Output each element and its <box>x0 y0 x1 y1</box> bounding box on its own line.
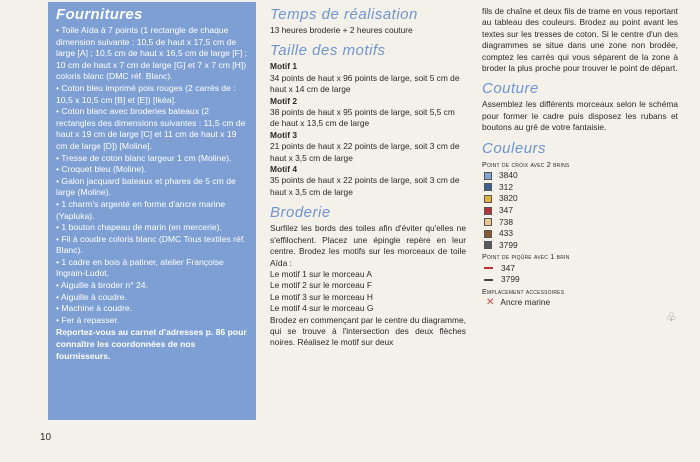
swatch-code: 738 <box>499 216 513 227</box>
column-right <box>482 6 678 309</box>
motifs-list <box>270 61 466 198</box>
couture-title: Couture <box>482 80 539 98</box>
swatch-code: 3840 <box>499 170 518 181</box>
fourniture-item: • Croquet bleu (Moline). <box>56 164 147 175</box>
fourniture-item: • Fer à repasser. <box>56 314 120 325</box>
swatch-square-icon <box>484 207 492 215</box>
motif-text: 21 points de haut x 22 points de large, soit 3 cm de haut x 3,5 cm de large <box>270 141 460 163</box>
motif-label: Motif 3 <box>270 129 297 140</box>
color-swatch-row <box>484 228 678 240</box>
cross-icon: ✕ <box>486 297 495 309</box>
accessoire-text: Ancre marine <box>500 297 551 308</box>
swatch-square-icon <box>484 230 492 238</box>
fourniture-item: • Machine à coudre. <box>56 303 133 314</box>
broderie-line: Le motif 2 sur le morceau F <box>270 280 372 291</box>
fourniture-item: • Tresse de coton blanc largeur 1 cm (Moline). <box>56 152 232 163</box>
couleurs-title: Couleurs <box>482 139 547 157</box>
stitch-row <box>484 263 678 275</box>
broderie-continued: fils de chaîne et deux fils de trame en vous reportant au tableau des couleurs. Brodez au point avant les textes sur les tresses de coton. Si le centre d'un des diagrammes se situe dans une zone non brodée, comptez les carrés qui vous séparent de la zone à broder la plus proche pour trouver le point de départ. <box>482 6 678 74</box>
broderie-title: Broderie <box>270 204 331 222</box>
swatch-code: 3799 <box>499 239 518 250</box>
fournitures-list <box>56 25 250 326</box>
broderie-outro: Brodez en commençant par le centre du diagramme, qui se trouve à l'intersection des deux flèches noires. Réalisez le motif sur deux <box>270 314 466 348</box>
fourniture-item: • 1 cadre en bois à patiner, atelier Françoise Ingrain-Ludot. <box>56 256 224 279</box>
color-swatch-row <box>484 240 678 252</box>
motif-text: 38 points de haut x 95 points de large, soit 5,5 cm de haut x 13,5 cm de large <box>270 107 455 129</box>
broderie-line: Le motif 3 sur le morceau H <box>270 291 373 302</box>
croix-label: Point de croix avec 2 brins <box>482 159 570 169</box>
fourniture-item: • Galon jacquard bateaux et phares de 5 cm de large (Moline). <box>56 175 236 198</box>
column-middle <box>270 6 466 349</box>
color-swatch-row <box>484 193 678 205</box>
broderie-lines <box>270 269 466 315</box>
color-swatch-row <box>484 216 678 228</box>
accessoire-row <box>484 297 678 309</box>
fourniture-item: • Coton blanc avec broderies bateaux (2 rectangles des dimensions suivantes : 11,5 cm de haut x 19 cm de large [C] et 11 cm de haut x 19 cm de large [D]) [Moline]. <box>56 106 246 151</box>
doodle-icon: ♧ <box>666 310 677 324</box>
fournitures-title: Fournitures <box>56 6 143 23</box>
fournitures-panel <box>48 2 256 420</box>
broderie-line: Le motif 1 sur le morceau A <box>270 268 372 279</box>
swatch-code: 433 <box>499 228 513 239</box>
swatch-code: 312 <box>499 181 513 192</box>
stitch-line-icon <box>484 279 493 281</box>
accessoires-label: Emplacement accessoires <box>482 286 565 296</box>
color-swatch-row <box>484 170 678 182</box>
fournitures-footer: Reportez-vous au carnet d'adresses p. 86 pour connaître les coordonnées de nos fournisseurs. <box>56 327 247 361</box>
motif-label: Motif 1 <box>270 61 297 72</box>
fourniture-item: • 1 charm's argenté en forme d'ancre marine (Yapluka). <box>56 198 226 221</box>
swatch-code: 347 <box>499 204 513 215</box>
motif-label: Motif 2 <box>270 95 297 106</box>
swatch-square-icon <box>484 195 492 203</box>
fourniture-item: • Toile Aïda à 7 points (1 rectangle de chaque dimension suivante : 10,5 de haut x 17,5 cm de large [A] ; 10,5 cm de haut x 16,5 cm de large [F] ; 10 cm de haut x 7 cm de large [G] et 7 x 7 cm [H]) coloris blanc (DMC réf. Blanc). <box>56 25 248 82</box>
motif-label: Motif 4 <box>270 164 297 175</box>
color-swatch-row <box>484 205 678 217</box>
temps-text: 13 heures broderie + 2 heures couture <box>270 25 413 35</box>
broderie-intro: Surfilez les bords des toiles afin d'éviter qu'elles ne s'effilochent. Placez une épingle repère en leur centre. Brodez les motifs sur les morceaux de toile Aïda : <box>270 223 466 268</box>
swatch-square-icon <box>484 183 492 191</box>
fourniture-item: • Coton bleu imprimé pois rouges (2 carrés de : 10,5 x 10,5 cm [B] et [E]) [Ikéa]. <box>56 82 236 105</box>
stitch-row <box>484 274 678 286</box>
stitch-code: 3799 <box>501 274 520 285</box>
fourniture-item: • Fil à coudre coloris blanc (DMC Tous textiles réf. Blanc). <box>56 233 246 256</box>
swatch-square-icon <box>484 172 492 180</box>
swatch-square-icon <box>484 218 492 226</box>
fourniture-item: • Aiguille à coudre. <box>56 291 127 302</box>
swatch-code: 3820 <box>499 193 518 204</box>
color-swatch-row <box>484 182 678 194</box>
piqure-swatches <box>482 263 678 286</box>
croix-swatches <box>482 170 678 251</box>
motif-text: 35 points de haut x 22 points de large, soit 3 cm de haut x 3,5 cm de large <box>270 175 460 197</box>
page-number: 10 <box>40 432 52 443</box>
stitch-line-icon <box>484 267 493 269</box>
temps-title: Temps de réalisation <box>270 6 418 23</box>
taille-title: Taille des motifs <box>270 42 386 60</box>
fourniture-item: • 1 bouton chapeau de marin (en mercerie). <box>56 222 222 233</box>
broderie-line: Le motif 4 sur le morceau G <box>270 303 374 314</box>
swatch-square-icon <box>484 241 492 249</box>
motif-text: 34 points de haut x 96 points de large, soit 5 cm de haut x 14 cm de large <box>270 72 460 95</box>
stitch-code: 347 <box>501 262 515 273</box>
piqure-label: Point de piqûre avec 1 brin <box>482 252 570 262</box>
couture-text: Assemblez les différents morceaux selon le schéma pour former le cadre puis disposez les rubans et boutons au gré de votre fantaisie. <box>482 99 678 133</box>
fourniture-item: • Aiguille à broder n° 24. <box>56 280 148 291</box>
